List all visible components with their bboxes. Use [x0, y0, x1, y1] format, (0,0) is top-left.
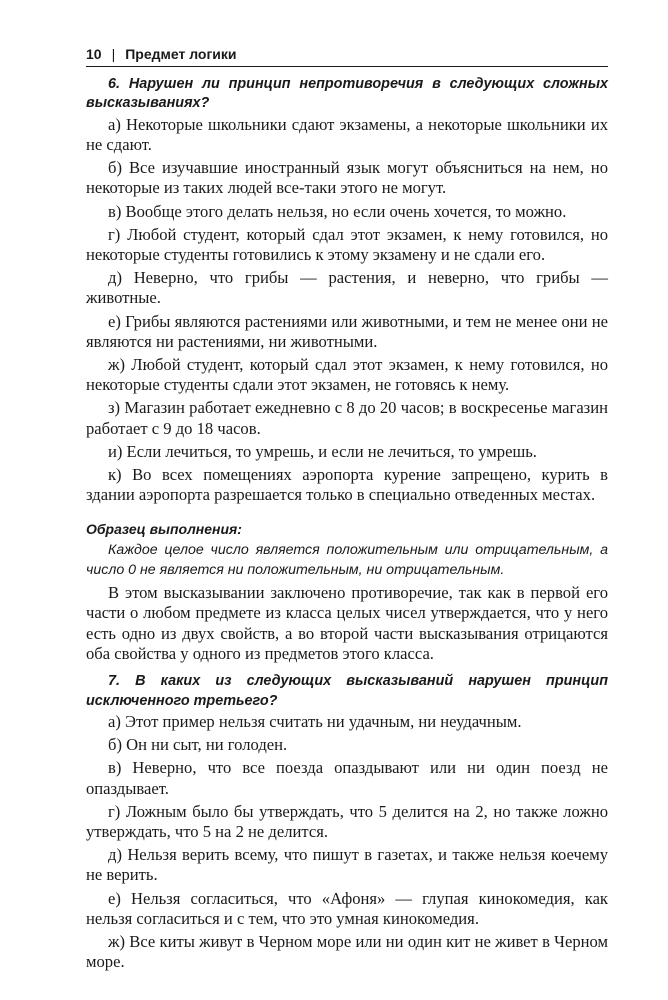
q6-item-a: а) Некоторые школьники сдают экзамены, а некоторые школьники их не сдают. [86, 114, 608, 155]
q7-item-a: а) Этот пример нельзя считать ни удачным, ни неудачным. [108, 711, 522, 731]
q7-item-d: д) Нельзя верить всему, что пишут в газетах, и также нельзя коечему не верить. [86, 845, 608, 885]
q7-item-b: б) Он ни сыт, ни голоден. [108, 735, 288, 755]
question-7-title: 7. В каких из следующих высказываний нарушен принцип исключенного третьего? [86, 673, 608, 709]
sample-heading: Образец выполнения: [86, 521, 242, 538]
q7-item-zh: ж) Все киты живут в Черном море или ни один кит не живет в Черном море. [86, 931, 608, 972]
q6-item-v: в) Вообще этого делать нельзя, но если очень хочется, то можно. [108, 201, 567, 221]
q7-item-v: в) Неверно, что все поезда опаздывают или ни один поезд не опаздывает. [86, 758, 608, 798]
question-6-title: 6. Нарушен ли принцип непротиворечия в следующих сложных высказываниях? [86, 76, 608, 112]
header-separator: | [111, 46, 116, 62]
q6-item-k: к) Во всех помещениях аэропорта курение запрещено, курить в здании аэропорта разрешается только в специально отведенных местах. [86, 465, 608, 505]
q6-item-d: д) Неверно, что грибы — растения, и неверно, что грибы — животные. [86, 268, 608, 308]
page-number: 10 [86, 46, 102, 62]
running-header [86, 46, 608, 67]
sample-statement: Каждое целое число является положительным или отрицательным, а число 0 не является ни положительным, ни отрицательным. [86, 542, 608, 578]
q6-item-b: б) Все изучавшие иностранный язык могут объясниться на нем, но некоторые из таких людей все-таки этого не могут. [86, 158, 608, 198]
q6-item-e: е) Грибы являются растениями или животными, и тем не менее они не являются ни растениями, ни животными. [86, 311, 608, 351]
sample-explanation: В этом высказывании заключено противоречие, так как в первой его части о любом предмете из класса целых чисел утверждается, что у него есть одно из двух свойств, а во второй части высказывания отрицаются оба свойства у одного из предметов этого класса. [86, 583, 608, 663]
q6-item-zh: ж) Любой студент, который сдал этот экзамен, к нему готовился, но некоторые студенты сдали этот экзамен, не готовясь к нему. [86, 355, 608, 395]
section-title: Предмет логики [125, 46, 237, 62]
q6-item-z: з) Магазин работает ежедневно с 8 до 20 часов; в воскресенье магазин работает с 9 до 18 часов. [86, 398, 608, 438]
q6-item-i: и) Если лечиться, то умрешь, и если не лечиться, то умрешь. [108, 441, 537, 461]
q7-item-e: е) Нельзя согласиться, что «Афоня» — глупая кинокомедия, как нельзя согласиться и с тем, что это умная кинокомедия. [86, 888, 608, 928]
q6-item-g: г) Любой студент, который сдал этот экзамен, к нему готовился, но некоторые студенты готовились к этому экзамену и не сдали его. [86, 224, 608, 265]
q7-item-g: г) Ложным было бы утверждать, что 5 делится на 2, но также ложно утверждать, что 5 на 2 не делится. [86, 801, 608, 841]
